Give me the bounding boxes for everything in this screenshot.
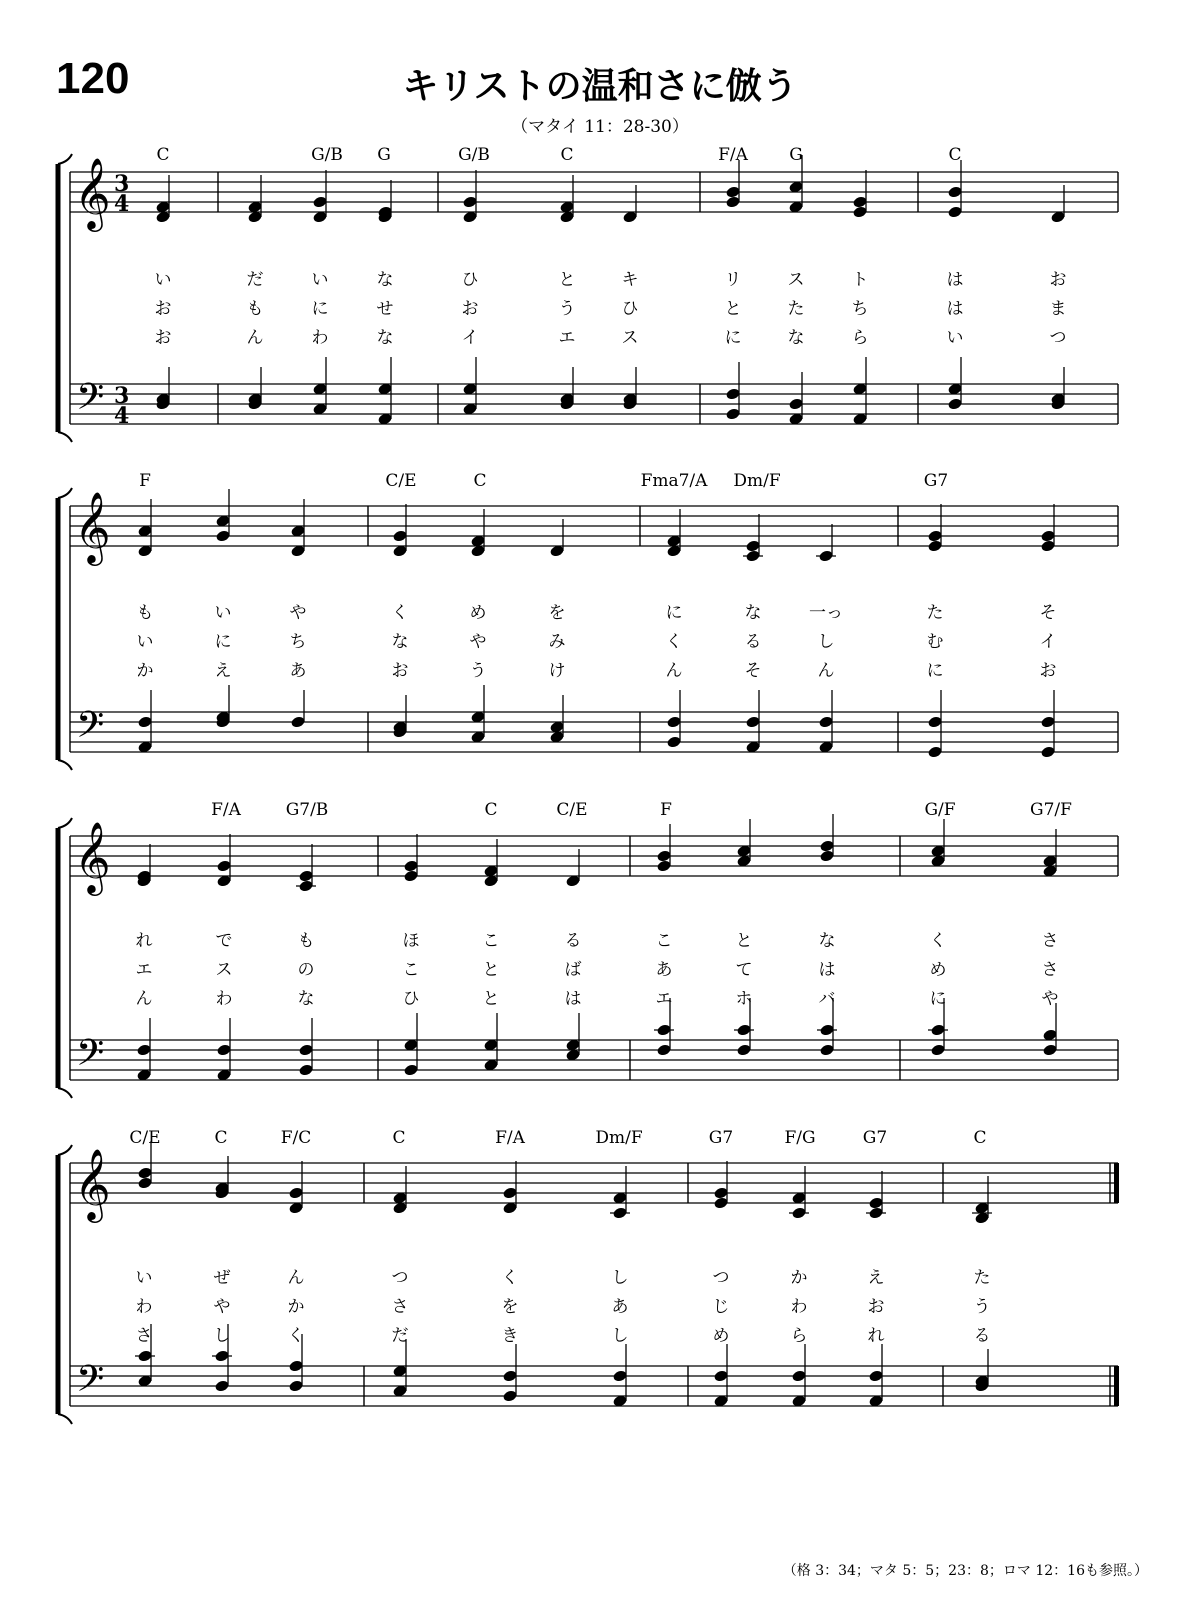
chord-symbol: G/B — [458, 145, 490, 165]
lyric-syllable: も — [136, 603, 154, 623]
chord-symbol: G — [377, 145, 391, 165]
bass-clef-icon: 𝄢 — [76, 704, 105, 755]
lyric-syllable: わ — [135, 1297, 153, 1317]
lyric-syllable: さ — [135, 1326, 153, 1346]
chord-symbol: G7 — [923, 471, 949, 491]
lyric-syllable: ひ — [402, 989, 420, 1009]
chord-symbol: C — [484, 800, 498, 820]
lyric-syllable: だ — [391, 1326, 409, 1346]
time-signature-bottom: 4 — [114, 191, 130, 217]
lyric-syllable: や — [1041, 989, 1059, 1009]
lyric-syllable: そ — [744, 661, 762, 681]
lyric-syllable: る — [973, 1326, 991, 1346]
lyric-syllable: リ — [724, 270, 742, 290]
lyric-syllable: あ — [611, 1297, 629, 1317]
lyric-syllable: く — [501, 1268, 519, 1288]
time-signature-bottom: 4 — [114, 403, 130, 429]
lyric-syllable: し — [611, 1268, 629, 1288]
lyric-syllable: ん — [246, 328, 264, 348]
chord-symbol: C — [156, 145, 170, 165]
lyric-syllable: に — [929, 989, 947, 1009]
lyric-syllable: と — [735, 931, 753, 951]
treble-clef-icon: 𝄞 — [74, 820, 111, 893]
lyric-syllable: せ — [376, 299, 394, 319]
lyric-syllable: に — [665, 603, 683, 623]
treble-clef-icon: 𝄞 — [74, 156, 111, 229]
lyric-syllable: な — [818, 931, 836, 951]
lyric-syllable: し — [213, 1326, 231, 1346]
lyric-syllable: ス — [215, 960, 233, 980]
lyric-syllable: い — [946, 328, 964, 348]
treble-clef-icon: 𝄞 — [74, 1147, 111, 1220]
lyric-syllable: な — [297, 989, 315, 1009]
lyric-syllable: イ — [1039, 632, 1057, 652]
lyric-syllable: や — [469, 632, 487, 652]
lyric-syllable: ん — [287, 1268, 305, 1288]
lyric-syllable: つ — [1049, 328, 1067, 348]
lyric-syllable: い — [214, 603, 232, 623]
lyric-syllable: し — [817, 632, 835, 652]
lyric-syllable: ひ — [461, 270, 479, 290]
lyric-syllable: か — [790, 1268, 808, 1288]
lyric-syllable: あ — [289, 661, 307, 681]
lyric-syllable: た — [926, 603, 944, 623]
lyric-syllable: た — [787, 299, 805, 319]
chord-symbol: C — [392, 1128, 406, 1148]
chord-symbol: F/G — [784, 1128, 816, 1148]
lyric-syllable: も — [297, 931, 315, 951]
chord-symbol: C — [214, 1128, 228, 1148]
lyric-syllable: て — [735, 960, 753, 980]
lyric-syllable: じ — [712, 1297, 730, 1317]
lyric-syllable: お — [1049, 270, 1067, 290]
chord-symbol: G/F — [924, 800, 956, 820]
lyric-syllable: わ — [311, 328, 329, 348]
lyric-syllable: つ — [391, 1268, 409, 1288]
lyric-syllable: さ — [391, 1297, 409, 1317]
lyric-syllable: け — [548, 661, 566, 681]
lyric-syllable: イ — [461, 328, 479, 348]
lyric-syllable: る — [564, 931, 582, 951]
scripture-reference: （マタイ 11：28-30） — [511, 117, 689, 137]
lyric-syllable: も — [246, 299, 264, 319]
chord-symbol: F — [660, 800, 672, 820]
chord-symbol: G7 — [708, 1128, 734, 1148]
lyric-syllable: ホ — [735, 989, 753, 1009]
chord-symbol: G7/F — [1030, 800, 1072, 820]
lyric-syllable: キ — [621, 270, 639, 290]
lyric-syllable: は — [946, 299, 964, 319]
lyric-syllable: く — [287, 1326, 305, 1346]
lyric-syllable: は — [818, 960, 836, 980]
lyric-syllable: ス — [621, 328, 639, 348]
chord-symbol: F/A — [495, 1128, 525, 1148]
song-title: キリストの温和さに倣う — [402, 66, 798, 107]
bracket-bottom-hook — [58, 760, 72, 770]
lyric-syllable: か — [287, 1297, 305, 1317]
lyric-syllable: エ — [558, 328, 576, 348]
lyric-syllable: え — [867, 1268, 885, 1288]
bass-clef-icon: 𝄢 — [76, 1358, 105, 1409]
lyric-syllable: で — [215, 931, 233, 951]
treble-clef-icon: 𝄞 — [74, 490, 111, 563]
lyric-syllable: め — [469, 603, 487, 623]
lyric-syllable: く — [665, 632, 683, 652]
chord-symbol: C — [560, 145, 574, 165]
bracket-bottom-hook — [58, 432, 72, 442]
lyric-syllable: ひ — [621, 299, 639, 319]
lyric-syllable: に — [724, 328, 742, 348]
lyric-syllable: る — [744, 632, 762, 652]
lyric-syllable: つ — [712, 1268, 730, 1288]
lyric-syllable: に — [926, 661, 944, 681]
bracket-top-hook — [58, 818, 72, 828]
chord-symbol: G7 — [862, 1128, 888, 1148]
lyric-syllable: こ — [482, 931, 500, 951]
time-signature-top: 3 — [114, 171, 130, 197]
lyric-syllable: う — [558, 299, 576, 319]
lyric-syllable: ま — [1049, 299, 1067, 319]
bracket-bottom-hook — [58, 1088, 72, 1098]
song-number: 120 — [56, 54, 130, 103]
lyric-syllable: れ — [135, 931, 153, 951]
chord-symbol: F/C — [280, 1128, 312, 1148]
lyric-syllable: は — [564, 989, 582, 1009]
lyric-syllable: と — [482, 960, 500, 980]
lyric-syllable: れ — [867, 1326, 885, 1346]
lyric-syllable: お — [391, 661, 409, 681]
lyric-syllable: き — [501, 1326, 519, 1346]
lyric-syllable: ら — [851, 328, 869, 348]
lyric-syllable: く — [391, 603, 409, 623]
lyric-syllable: う — [469, 661, 487, 681]
lyric-syllable: こ — [655, 931, 673, 951]
lyric-syllable: を — [548, 603, 566, 623]
lyric-syllable: さ — [1041, 960, 1059, 980]
lyric-syllable: う — [973, 1297, 991, 1317]
lyric-syllable: か — [136, 661, 154, 681]
lyric-syllable: お — [1039, 661, 1057, 681]
lyric-syllable: な — [787, 328, 805, 348]
lyric-syllable: や — [213, 1297, 231, 1317]
time-signature-top: 3 — [114, 383, 130, 409]
lyric-syllable: い — [135, 1268, 153, 1288]
lyric-syllable: い — [154, 270, 172, 290]
chord-symbol: C — [973, 1128, 987, 1148]
lyric-syllable: お — [154, 299, 172, 319]
chord-symbol: C/E — [385, 471, 417, 491]
lyric-syllable: ん — [135, 989, 153, 1009]
lyric-syllable: え — [214, 661, 232, 681]
lyric-syllable: ち — [289, 632, 307, 652]
lyric-syllable: こ — [402, 960, 420, 980]
chord-symbol: C/E — [129, 1128, 161, 1148]
lyric-syllable: 一っ — [809, 603, 843, 623]
lyric-syllable: な — [391, 632, 409, 652]
footnote-references: （格 3：34；マタ 5：5；23：8；ロマ 12：16も参照。） — [782, 1563, 1148, 1579]
lyric-syllable: な — [376, 328, 394, 348]
bass-clef-icon: 𝄢 — [76, 1032, 105, 1083]
chord-symbol: F/A — [718, 145, 748, 165]
lyric-syllable: い — [311, 270, 329, 290]
lyric-syllable: バ — [818, 989, 836, 1009]
lyric-syllable: と — [724, 299, 742, 319]
lyric-syllable: さ — [1041, 931, 1059, 951]
lyric-syllable: だ — [246, 270, 264, 290]
lyric-syllable: ト — [851, 270, 869, 290]
bracket-top-hook — [58, 1145, 72, 1155]
chord-symbol: C — [948, 145, 962, 165]
lyric-syllable: や — [289, 603, 307, 623]
lyric-syllable: ん — [665, 661, 683, 681]
lyric-syllable: め — [712, 1326, 730, 1346]
lyric-syllable: お — [867, 1297, 885, 1317]
lyric-syllable: ほ — [402, 931, 420, 951]
lyric-syllable: そ — [1039, 603, 1057, 623]
lyric-syllable: め — [929, 960, 947, 980]
chord-symbol: G7/B — [285, 800, 329, 820]
lyric-syllable: を — [501, 1297, 519, 1317]
lyric-syllable: わ — [790, 1297, 808, 1317]
lyric-syllable: は — [946, 270, 964, 290]
lyric-syllable: く — [929, 931, 947, 951]
lyric-syllable: エ — [135, 960, 153, 980]
lyric-syllable: お — [154, 328, 172, 348]
lyric-syllable: ば — [564, 960, 582, 980]
chord-symbol: F — [139, 471, 151, 491]
lyric-syllable: に — [214, 632, 232, 652]
bracket-bottom-hook — [58, 1414, 72, 1424]
lyric-syllable: な — [376, 270, 394, 290]
lyric-syllable: エ — [655, 989, 673, 1009]
lyric-syllable: ス — [787, 270, 805, 290]
lyric-syllable: ら — [790, 1326, 808, 1346]
lyric-syllable: お — [461, 299, 479, 319]
lyric-syllable: あ — [655, 960, 673, 980]
chord-symbol: Fma7/A — [640, 471, 708, 491]
lyric-syllable: と — [482, 989, 500, 1009]
lyric-syllable: に — [311, 299, 329, 319]
lyric-syllable: み — [548, 632, 566, 652]
chord-symbol: F/A — [211, 800, 241, 820]
bracket-top-hook — [58, 488, 72, 498]
lyric-syllable: と — [558, 270, 576, 290]
lyric-syllable: ぜ — [213, 1268, 231, 1288]
bass-clef-icon: 𝄢 — [76, 376, 105, 427]
lyric-syllable: な — [744, 603, 762, 623]
chord-symbol: C — [473, 471, 487, 491]
final-barline-thick — [1114, 1366, 1119, 1406]
lyric-syllable: わ — [215, 989, 233, 1009]
lyric-syllable: し — [611, 1326, 629, 1346]
lyric-syllable: い — [136, 632, 154, 652]
chord-symbol: G/B — [311, 145, 343, 165]
chord-symbol: G — [789, 145, 803, 165]
chord-symbol: Dm/F — [595, 1128, 643, 1148]
chord-symbol: C/E — [556, 800, 588, 820]
final-barline-thick — [1114, 1163, 1119, 1203]
lyric-syllable: ん — [817, 661, 835, 681]
bracket-top-hook — [58, 154, 72, 164]
chord-symbol: Dm/F — [733, 471, 781, 491]
lyric-syllable: む — [926, 632, 944, 652]
lyric-syllable: の — [297, 960, 315, 980]
lyric-syllable: た — [973, 1268, 991, 1288]
lyric-syllable: ち — [851, 299, 869, 319]
